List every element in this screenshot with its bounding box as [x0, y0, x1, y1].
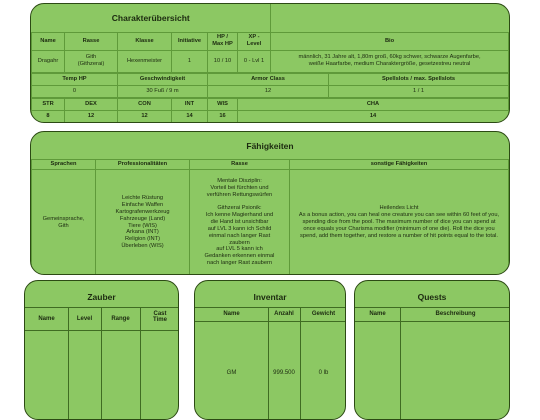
race-abilities-list: Mentale Disziplin: Vorteil bei fürchten und verführen Rettungswürfen Githzerai Psionik: Ich kenne Magierhand und die Hand ist unsichtbar auf LVL 3 kann ich Schild einmal nach langer Rast zaubern auf LVL 5 kann ich Gedanken erkennen einmal nach langer Rast zaubern — [190, 170, 290, 276]
proficiencies-list: Leichte Rüstung Einfache Waffen Kartografenwerkzeug Fahrzeuge (Land) Tiere (WIS) Arkana (INT) Religion (INT) Überleben (WIS) — [96, 170, 190, 276]
spellslots-header: Spellslots / max. Spellslots — [329, 73, 509, 85]
spells-panel — [24, 280, 179, 420]
languages-header: Sprachen — [32, 160, 96, 170]
hp-header: HP / Max HP — [208, 32, 238, 50]
spell-name-header: Name — [38, 316, 55, 322]
other-abilities-header: sonstige Fähigkeiten — [290, 160, 509, 170]
item-name: GM — [226, 370, 237, 376]
quest-description-header: Beschreibung — [435, 311, 476, 317]
armor-class-value: 12 — [208, 85, 329, 97]
int-value: 14 — [172, 110, 208, 122]
int-header: INT — [172, 98, 208, 110]
item-weight-header: Gewicht — [311, 311, 336, 317]
xp-header: XP - Level — [238, 32, 271, 50]
other-abilities-text: Heilendes Licht As a bonus action, you can heal one creature you can see within 60 feet of you, spending dice from the pool. The maximum number of dice you can spend at once equals your Charisma modifier (minimum of one die). Roll the dice you spend, add them together, and restore a number of hit points equal to the total. — [290, 170, 509, 276]
dex-value: 12 — [65, 110, 118, 122]
character-overview-table — [31, 4, 509, 73]
ability-scores-table — [31, 98, 509, 123]
spell-cast-time-header: Cast Time — [153, 311, 167, 323]
speed-header: Geschwindigkeit — [118, 73, 208, 85]
proficiencies-header: Professionalitäten — [96, 160, 190, 170]
str-value: 8 — [32, 110, 65, 122]
temp-hp-header: Temp HP — [32, 73, 118, 85]
character-xp: 0 - Lvl 1 — [238, 50, 271, 72]
character-overview-panel — [30, 3, 510, 123]
abilities-panel — [30, 131, 510, 275]
spell-range-header: Range — [111, 316, 130, 322]
languages-value: Gemeinsprache, Gith — [32, 170, 96, 276]
item-weight: 0 lb — [318, 370, 329, 376]
initiative-header: Initiative — [172, 32, 208, 50]
abilities-title: Fähigkeiten — [246, 141, 294, 151]
quests-panel — [354, 280, 510, 420]
character-hp: 10 / 10 — [208, 50, 238, 72]
character-bio: männlich, 31 Jahre alt, 1,80m groß, 60kg schwer, schwarze Augenfarbe, weiße Haarfarbe, medium Charaktergröße, gesetzestreu neutral — [271, 50, 509, 72]
character-initiative: 1 — [172, 50, 208, 72]
quest-name-header: Name — [369, 311, 386, 317]
spellslots-value: 1 / 1 — [329, 85, 509, 97]
cha-value: 14 — [238, 110, 509, 122]
character-name: Dragahr — [32, 50, 65, 72]
class-header: Klasse — [118, 32, 172, 50]
speed-value: 30 Fuß / 9 m — [118, 85, 208, 97]
temp-hp-value: 0 — [32, 85, 118, 97]
abilities-table — [31, 159, 509, 275]
wis-value: 16 — [208, 110, 238, 122]
item-name-header: Name — [223, 311, 240, 317]
dex-header: DEX — [65, 98, 118, 110]
character-stats-table — [31, 73, 509, 98]
con-value: 12 — [118, 110, 172, 122]
character-race: Gith (Githzerai) — [65, 50, 118, 72]
bio-header: Bio — [271, 32, 509, 50]
race-abilities-header: Rasse — [190, 160, 290, 170]
spell-level-header: Level — [76, 316, 93, 322]
cha-header: CHA — [238, 98, 509, 110]
character-class: Hexenmeister — [118, 50, 172, 72]
item-count-header: Anzahl — [274, 311, 294, 317]
con-header: CON — [118, 98, 172, 110]
item-count: 999.500 — [273, 370, 295, 376]
character-overview-title: Charakterübersicht — [111, 12, 190, 23]
wis-header: WIS — [208, 98, 238, 110]
name-header: Name — [32, 32, 65, 50]
inventory-panel — [194, 280, 346, 420]
str-header: STR — [32, 98, 65, 110]
armor-class-header: Armor Class — [208, 73, 329, 85]
inventory-title: Inventar — [253, 292, 287, 302]
quests-title: Quests — [417, 292, 447, 302]
race-header: Rasse — [65, 32, 118, 50]
spells-title: Zauber — [87, 292, 116, 302]
